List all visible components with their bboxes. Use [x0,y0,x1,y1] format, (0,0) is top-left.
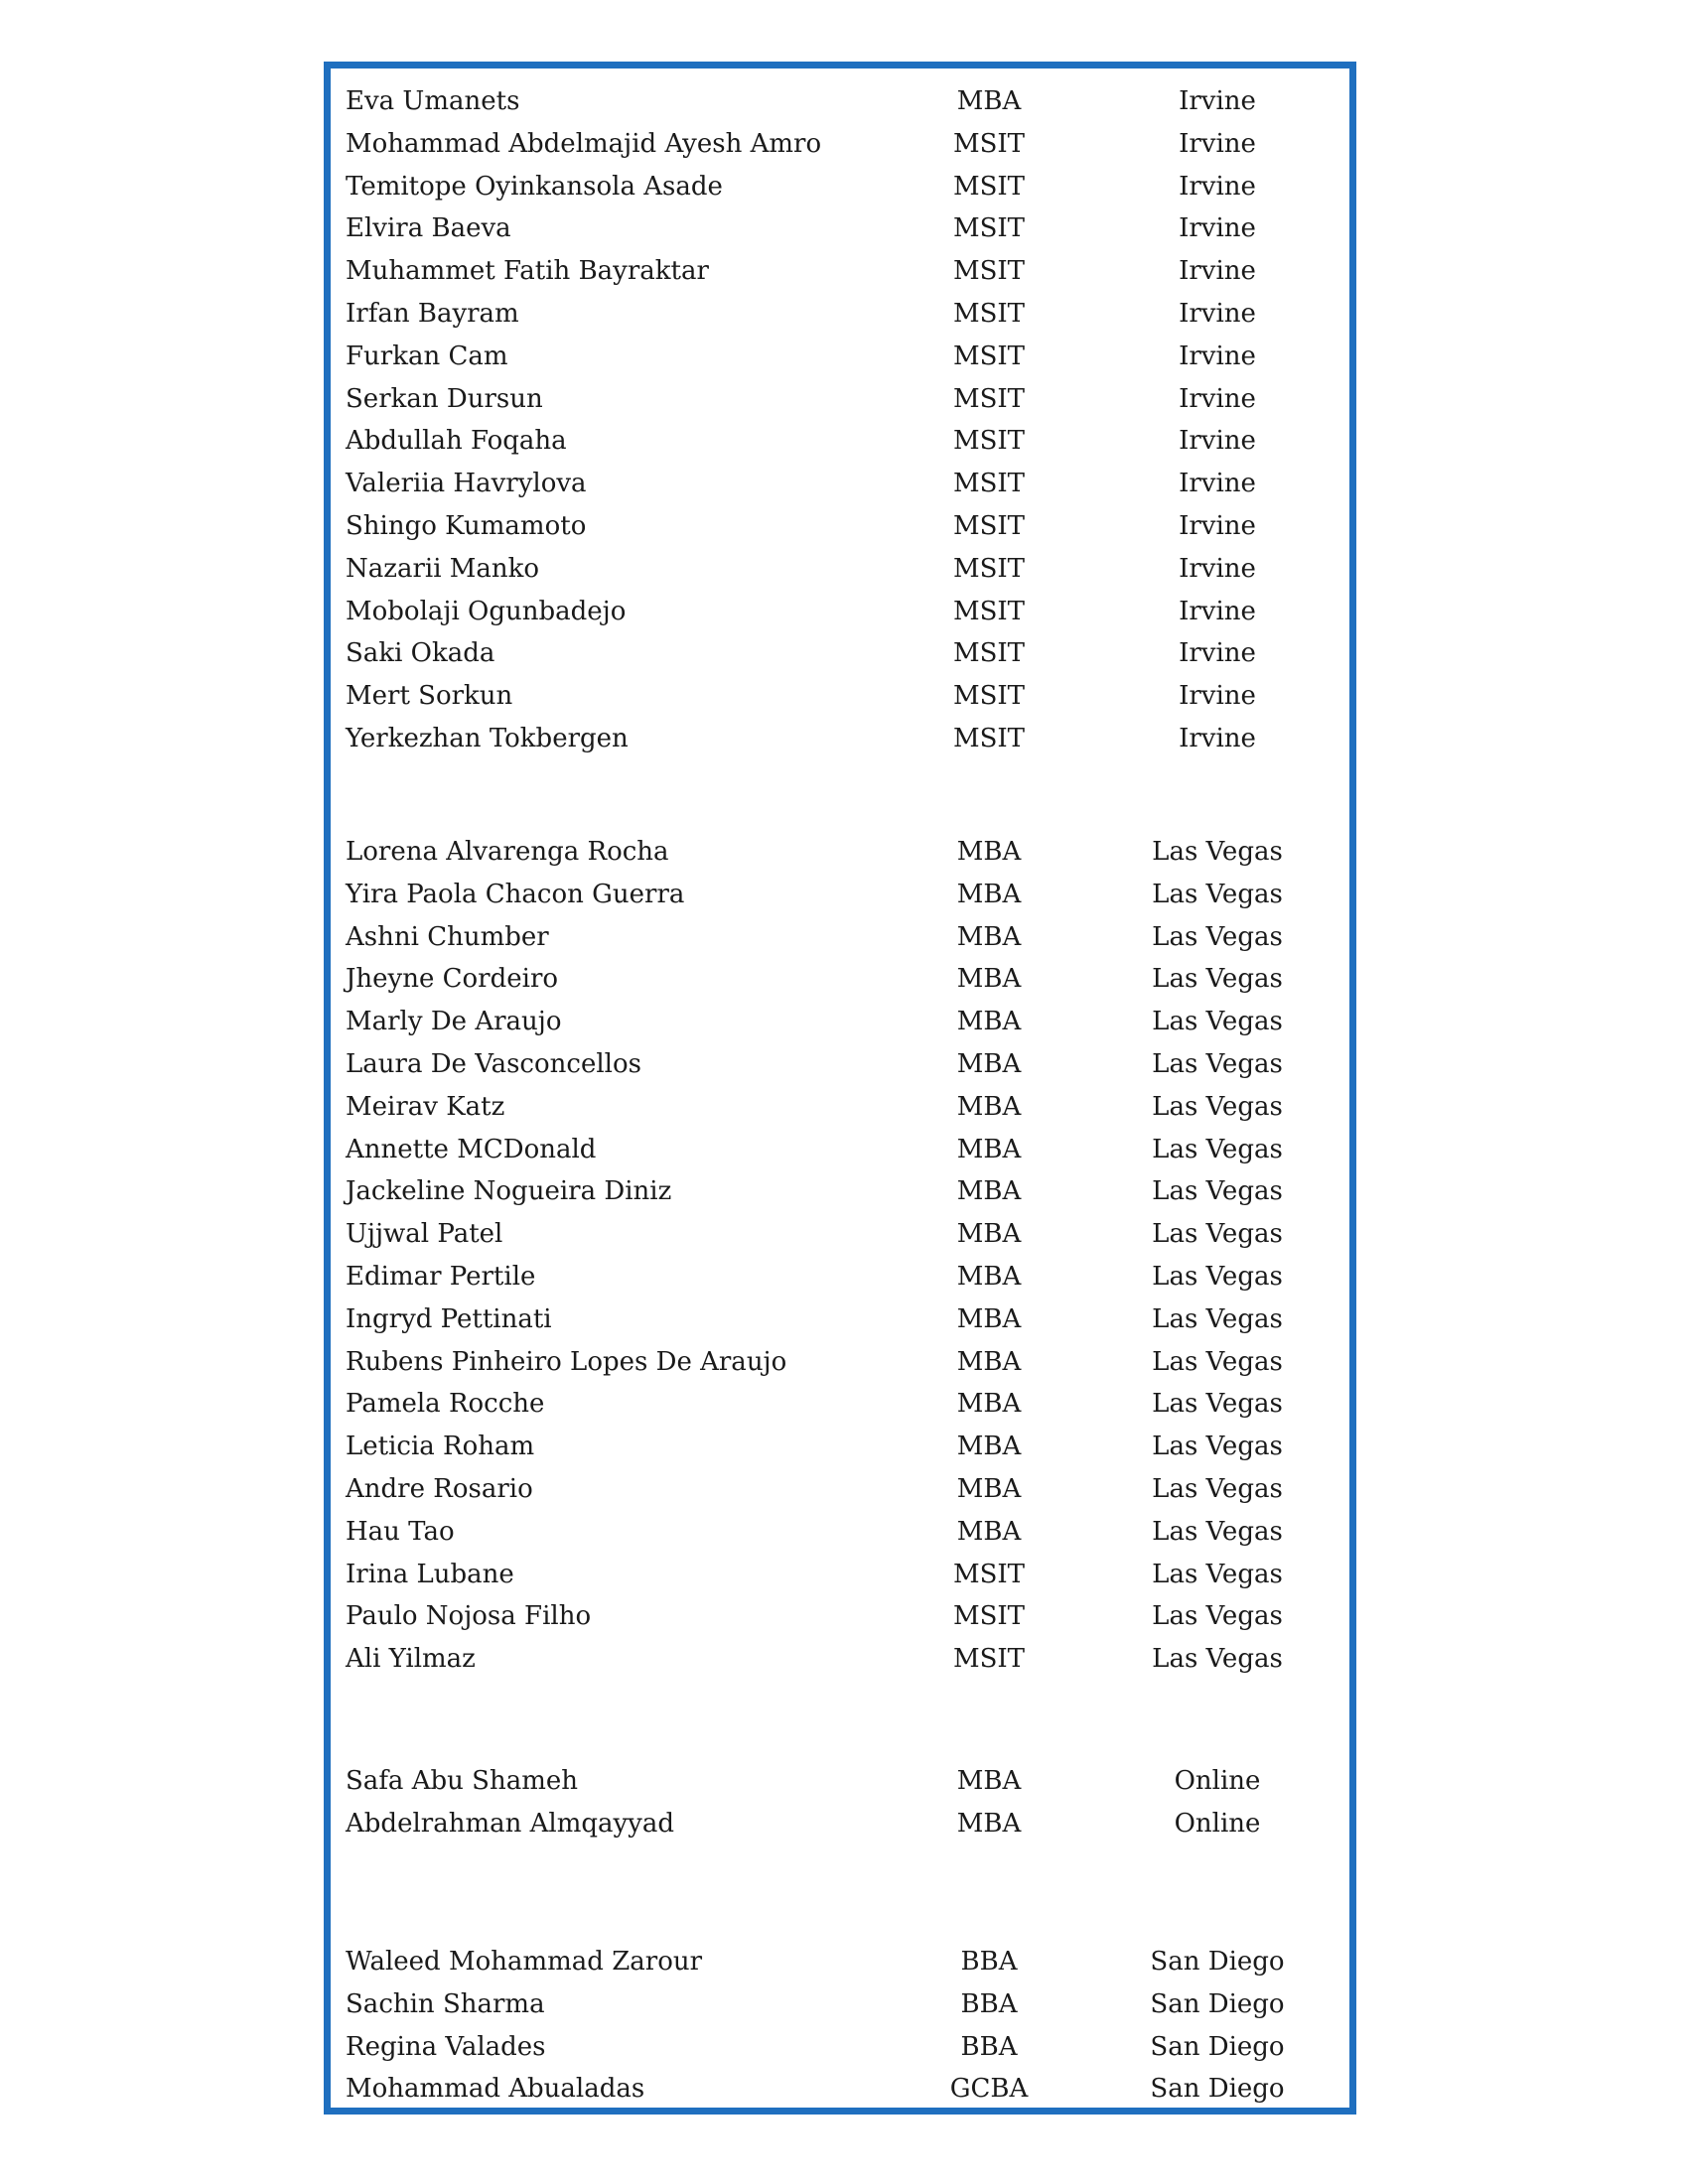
table-row [331,1426,1349,1468]
table-row [331,293,1349,336]
student-name: Mohammad Abdelmajid Ayesh Amro [346,128,822,159]
program: MBA [956,1516,1022,1547]
table-row [331,463,1349,505]
student-name: Temitope Oyinkansola Asade [346,171,723,202]
program: MSIT [952,426,1026,457]
campus-location: Las Vegas [1152,1601,1283,1632]
student-name: Marly De Araujo [346,1007,562,1037]
program: BBA [960,1988,1018,2019]
student-name: Edimar Pertile [346,1262,536,1292]
student-name: Irfan Bayram [346,299,519,329]
program: GCBA [949,2074,1029,2105]
program: MBA [956,1176,1022,1207]
campus-location: Las Vegas [1152,1559,1283,1589]
student-name: Nazarii Manko [346,553,540,584]
program: MBA [956,1766,1022,1796]
table-row [331,1638,1349,1681]
campus-location: Las Vegas [1152,921,1283,952]
campus-location: Irvine [1179,426,1256,457]
campus-location: Irvine [1179,469,1256,499]
table-row [331,1170,1349,1213]
student-name: Irina Lubane [346,1559,514,1589]
program: BBA [960,1947,1018,1977]
program: MSIT [952,383,1026,414]
table-row [331,1383,1349,1426]
campus-location: Online [1174,1766,1261,1796]
table-row [331,916,1349,959]
table-row [331,1595,1349,1638]
student-name: Valeriia Havrylova [346,469,587,499]
table-row [331,1043,1349,1086]
table-row [331,874,1349,916]
student-name: Waleed Mohammad Zarour [346,1947,703,1977]
table-row [331,591,1349,633]
campus-location: Irvine [1179,724,1256,753]
program: MSIT [952,341,1026,371]
table-row [331,2068,1349,2111]
campus-location: Irvine [1179,213,1256,244]
table-row [331,250,1349,293]
table-row [331,718,1349,760]
student-name: Furkan Cam [346,341,508,371]
student-name: Jheyne Cordeiro [346,964,559,995]
campus-location: Las Vegas [1152,1091,1283,1122]
student-name: Jackeline Nogueira Diniz [346,1176,672,1207]
program: MSIT [952,469,1026,499]
program: BBA [960,2031,1018,2062]
table-row [331,1256,1349,1298]
campus-location: Irvine [1179,128,1256,159]
campus-location: Las Vegas [1152,964,1283,995]
table-row [331,1803,1349,1845]
program: MSIT [952,724,1026,753]
table-row [331,548,1349,591]
program: MSIT [952,1644,1026,1675]
table-row [331,1213,1349,1256]
student-name: Muhammet Fatih Bayraktar [346,256,709,287]
student-name: Abdullah Foqaha [346,426,567,457]
table-row [331,336,1349,378]
table-row [331,1511,1349,1554]
program: MBA [956,1474,1022,1504]
student-name: Ujjwal Patel [346,1219,503,1250]
program: MBA [956,1007,1022,1037]
table-row [331,1941,1349,1983]
student-name: Yerkezhan Tokbergen [346,724,629,753]
campus-location: Las Vegas [1152,1219,1283,1250]
student-name: Meirav Katz [346,1091,505,1122]
program: MBA [956,1049,1022,1079]
student-name: Pamela Rocche [346,1389,545,1420]
table-row [331,1298,1349,1341]
campus-location: Las Vegas [1152,1176,1283,1207]
table-row [331,1983,1349,2026]
student-name: Safa Abu Shameh [346,1766,578,1796]
table-row [331,632,1349,675]
campus-location: Irvine [1179,171,1256,202]
table-row [331,1341,1349,1384]
program: MBA [956,1091,1022,1122]
student-name: Leticia Roham [346,1432,535,1462]
program: MSIT [952,213,1026,244]
campus-location: Online [1174,1808,1261,1839]
student-name: Saki Okada [346,638,495,669]
program: MSIT [952,553,1026,584]
campus-location: San Diego [1150,1947,1285,1977]
campus-location: Irvine [1179,553,1256,584]
table-row [331,958,1349,1001]
table-row [331,420,1349,463]
program: MSIT [952,638,1026,669]
student-name: Elvira Baeva [346,213,511,244]
campus-location: Las Vegas [1152,1007,1283,1037]
campus-location: Las Vegas [1152,1049,1283,1079]
student-name: Mobolaji Ogunbadejo [346,596,627,626]
campus-location: Irvine [1179,341,1256,371]
student-name: Shingo Kumamoto [346,511,587,541]
student-name: Mohammad Abualadas [346,2074,645,2105]
table-row [331,675,1349,718]
campus-location: Irvine [1179,511,1256,541]
campus-location: Irvine [1179,596,1256,626]
table-row [331,123,1349,166]
campus-location: Las Vegas [1152,1134,1283,1164]
student-name: Ali Yilmaz [346,1644,476,1675]
program: MSIT [952,1601,1026,1632]
program: MBA [956,86,1022,116]
campus-location: Las Vegas [1152,1262,1283,1292]
campus-location: Irvine [1179,681,1256,712]
student-name: Regina Valades [346,2031,546,2062]
program: MSIT [952,596,1026,626]
table-row [331,2026,1349,2069]
student-name: Mert Sorkun [346,681,513,712]
roster-frame [324,62,1356,2115]
student-name: Eva Umanets [346,86,520,116]
program: MBA [956,1432,1022,1462]
program: MSIT [952,256,1026,287]
program: MSIT [952,1559,1026,1589]
student-name: Serkan Dursun [346,383,543,414]
campus-location: Irvine [1179,299,1256,329]
program: MSIT [952,299,1026,329]
campus-location: Irvine [1179,383,1256,414]
program: MSIT [952,171,1026,202]
campus-location: Las Vegas [1152,1432,1283,1462]
program: MBA [956,964,1022,995]
table-row [331,1554,1349,1596]
table-row [331,1086,1349,1129]
program: MBA [956,1808,1022,1839]
student-name: Annette MCDonald [346,1134,597,1164]
table-row [331,1760,1349,1803]
campus-location: Las Vegas [1152,1474,1283,1504]
program: MSIT [952,511,1026,541]
table-row [331,831,1349,874]
table-row [331,1129,1349,1171]
table-row [331,1001,1349,1043]
campus-location: Las Vegas [1152,1389,1283,1420]
program: MBA [956,1134,1022,1164]
campus-location: Las Vegas [1152,1644,1283,1675]
campus-location: Las Vegas [1152,837,1283,867]
student-name: Lorena Alvarenga Rocha [346,837,669,867]
table-row [331,80,1349,123]
campus-location: Las Vegas [1152,879,1283,909]
campus-location: San Diego [1150,2074,1285,2105]
program: MBA [956,1219,1022,1250]
student-name: Sachin Sharma [346,1988,545,2019]
student-name: Rubens Pinheiro Lopes De Araujo [346,1346,787,1377]
table-row [331,207,1349,250]
student-name: Yira Paola Chacon Guerra [346,879,685,909]
program: MSIT [952,128,1026,159]
program: MBA [956,1389,1022,1420]
student-name: Abdelrahman Almqayyad [346,1808,675,1839]
program: MBA [956,1262,1022,1292]
program: MBA [956,837,1022,867]
table-row [331,378,1349,421]
table-row [331,505,1349,548]
campus-location: Irvine [1179,256,1256,287]
campus-location: Las Vegas [1152,1346,1283,1377]
campus-location: San Diego [1150,1988,1285,2019]
campus-location: Las Vegas [1152,1516,1283,1547]
table-row [331,166,1349,208]
program: MSIT [952,681,1026,712]
campus-location: Las Vegas [1152,1303,1283,1334]
student-name: Laura De Vasconcellos [346,1049,641,1079]
campus-location: Irvine [1179,638,1256,669]
student-name: Andre Rosario [346,1474,533,1504]
student-name: Ingryd Pettinati [346,1303,552,1334]
campus-location: Irvine [1179,86,1256,116]
program: MBA [956,1303,1022,1334]
student-name: Hau Tao [346,1516,455,1547]
table-row [331,1468,1349,1511]
student-name: Ashni Chumber [346,921,549,952]
program: MBA [956,921,1022,952]
student-name: Paulo Nojosa Filho [346,1601,592,1632]
program: MBA [956,1346,1022,1377]
campus-location: San Diego [1150,2031,1285,2062]
program: MBA [956,879,1022,909]
